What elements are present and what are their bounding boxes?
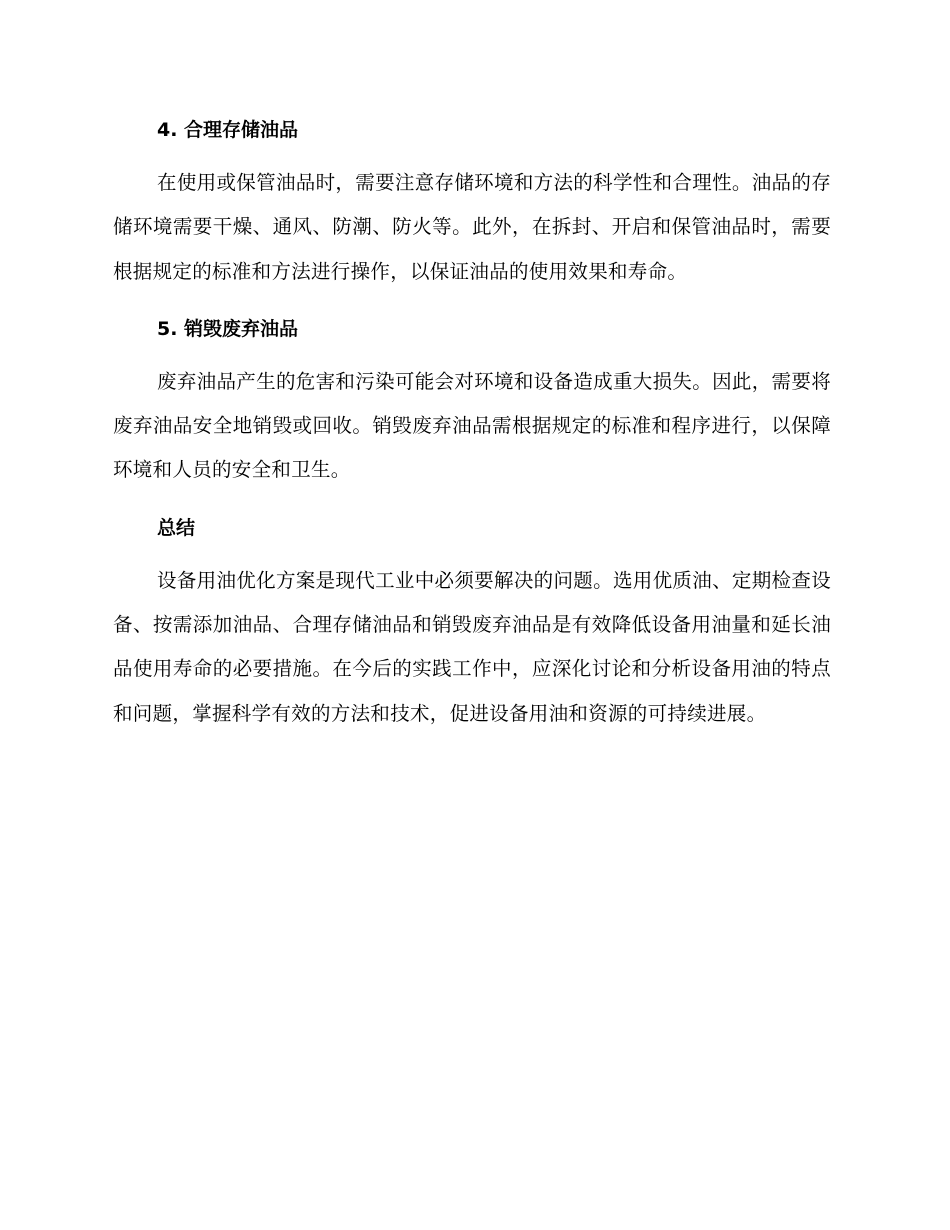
document-page <box>113 116 831 757</box>
section-heading-dispose-oil: 5. 销毁废弃油品 <box>157 317 299 340</box>
section-heading-summary: 总结 <box>157 516 196 539</box>
section-paragraph-dispose-oil: 废弃油品产生的危害和污染可能会对环境和设备造成重大损失。因此，需要将废弃油品安全地销毁或回收。销毁废弃油品需根据规定的标准和程序进行，以保障环境和人员的安全和卫生。 <box>113 369 831 482</box>
section-heading-store-oil: 4. 合理存储油品 <box>157 119 299 141</box>
section-paragraph-store-oil: 在使用或保管油品时，需要注意存储环境和方法的科学性和合理性。油品的存储环境需要干燥、通风、防潮、防火等。此外，在拆封、开启和保管油品时，需要根据规定的标准和方法进行操作，以保证油品的使用效果和寿命。 <box>113 171 831 283</box>
section-paragraph-summary: 设备用油优化方案是现代工业中必须要解决的问题。选用优质油、定期检查设备、按需添加油品、合理存储油品和销毁废弃油品是有效降低设备用油量和延长油品使用寿命的必要措施。在今后的实践工作中，应深化讨论和分析设备用油的特点和问题，掌握科学有效的方法和技术，促进设备用油和资源的可持续进展。 <box>113 568 831 725</box>
